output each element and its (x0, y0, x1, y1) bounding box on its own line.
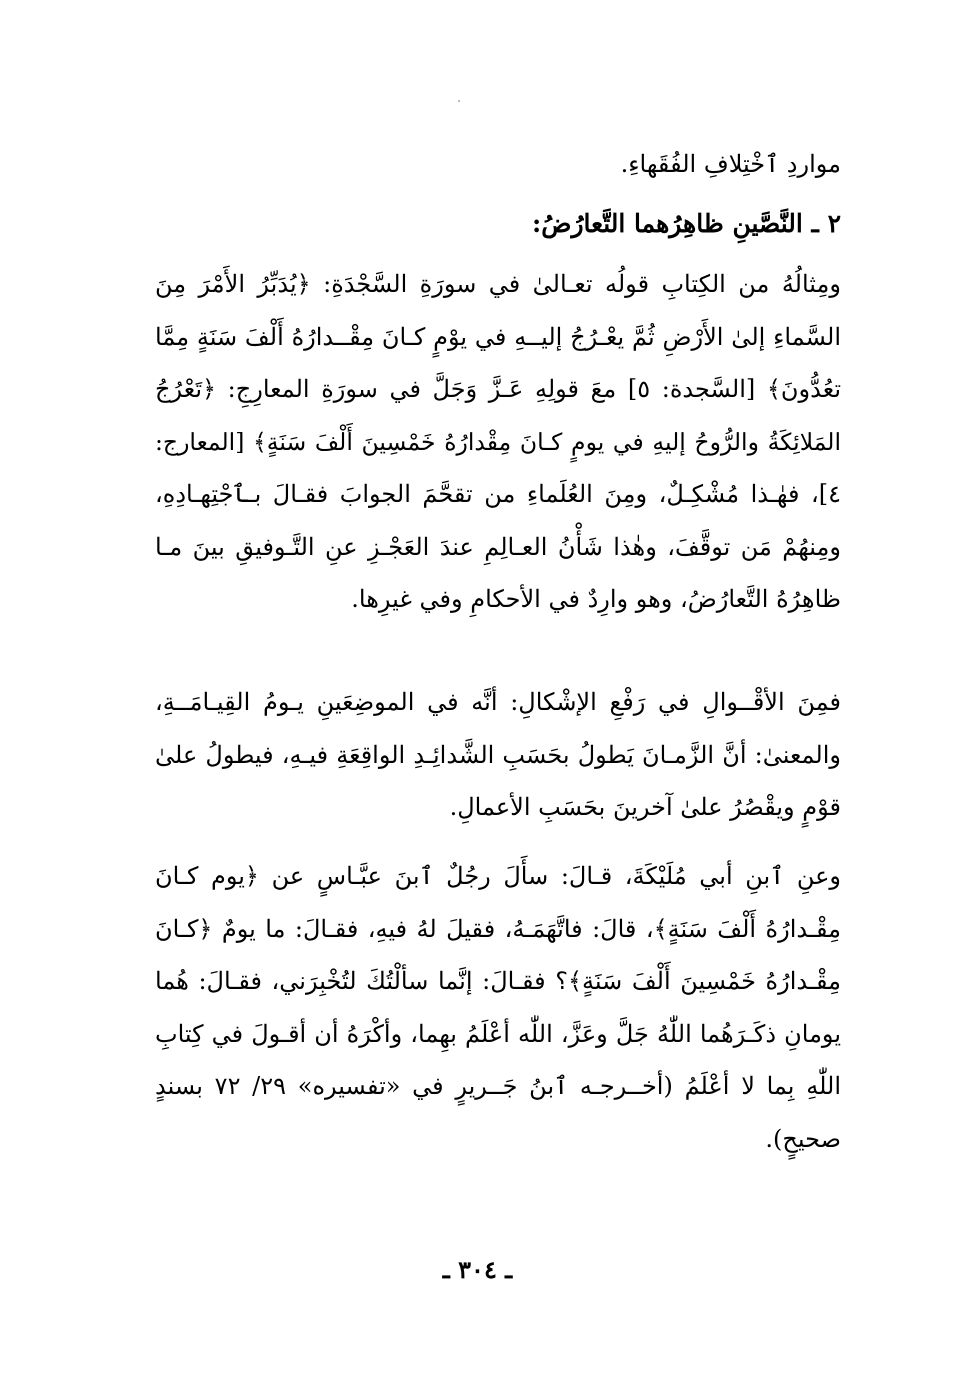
text-line: وعنِ ٱبنِ أبي مُلَيْكَةَ، قـالَ: سأَلَ رجُلٌ ٱبنَ عبَّـاسٍ عن ﴿يوم كـانَ (155, 862, 841, 890)
text-line: قوْمٍ ويقْصُرُ علىٰ آخرينَ بحَسَبِ الأعمالِ. (449, 793, 841, 821)
text-line: ٤]، فهٰـذا مُشْكِـلٌ، ومِنَ العُلَماءِ من تقحَّمَ الجوابَ فقـالَ بـٱجْتِهـادِهِ، (155, 480, 841, 508)
page-number: ـ ٣٠٤ ـ (442, 1255, 513, 1284)
paragraph-1 (155, 258, 841, 626)
text-line: ومِنهُمْ مَن توقَّفَ، وهٰذا شَأْنُ العـالِمِ عندَ العَجْـزِ عنِ التَّـوفيقِ بينَ مـا (155, 532, 841, 561)
text-line: مواردِ ٱخْتِلافِ الفُقَهاءِ. (620, 150, 841, 178)
scan-speck (458, 100, 460, 102)
text-line: ومِثالُهُ من الكِتابِ قولُه تعـالىٰ في سورَةِ السَّجْدَةِ: ﴿يُدَبِّرُ الأَمْرَ مِنَ (155, 270, 841, 298)
text-line: ظاهِرُهُ التَّعارُضُ، وهو وارِدٌ في الأحكامِ وفي غيرِها. (351, 585, 841, 613)
text-line: اللّٰهِ بِما لا أعْلَمُ (أخــرجـه ٱبنُ جَــريرٍ في «تفسيره» ٢٩/ ٧٢ بسندٍ (155, 1072, 841, 1100)
text-line: السَّماءِ إلىٰ الأَرْضِ ثُمَّ يعْـرُجُ إليــهِ في يوْمٍ كـانَ مِقْــدارُهُ أَلْفَ سَنَةٍ مِمَّا (155, 322, 841, 351)
section-heading: ٢ ـ النَّصَّينِ ظاهِرُهما التَّعارُضُ: (532, 209, 841, 238)
text-line: فمِنَ الأقْــوالِ في رَفْعِ الإشْكالِ: أنَّه في الموضِعَينِ يـومُ القِيـامَــةِ، (155, 688, 841, 716)
text-line: والمعنىٰ: أنَّ الزَّمـانَ يَطولُ بحَسَبِ الشَّدائِـدِ الواقِعَةِ فيـهِ، فيطولُ علىٰ (155, 740, 841, 769)
text-line: تعُدُّونَ﴾ [السَّجدة: ٥] معَ قولِهِ عَـزَّ وَجَلَّ في سورَةِ المعارِجِ: ﴿تَعْرُجُ (155, 375, 841, 403)
paragraph-3 (155, 850, 841, 1165)
paragraph-2 (155, 676, 841, 834)
text-line: مِقْـدارُهُ أَلْفَ سَنَةٍ﴾، قالَ: فاتَّهَمَـهُ، فقيلَ لهُ فيهِ، فقـالَ: ما يومٌ ﴿كـانَ (155, 914, 841, 943)
text-line: صحيحٍ). (765, 1124, 841, 1153)
text-line: يومانِ ذكَـرَهُما اللّٰهُ جَلَّ وعَزَّ، اللّٰه أعْلَمُ بهِما، وأكْرَهُ أن أقـولَ في كِتابِ (155, 1019, 841, 1048)
text-line: مِقْـدارُهُ خَمْسِينَ أَلْفَ سَنَةٍ﴾؟ فقـالَ: إنَّما سألْتُكَ لتُخْبِرَني، فقـالَ: هُما (155, 967, 841, 995)
text-line: المَلائِكَةُ والرُّوحُ إليهِ في يومٍ كـانَ مِقْدارُهُ خَمْسِينَ أَلْفَ سَنَةٍ﴾ [المعارج: (155, 427, 841, 456)
intro-line (155, 138, 841, 191)
